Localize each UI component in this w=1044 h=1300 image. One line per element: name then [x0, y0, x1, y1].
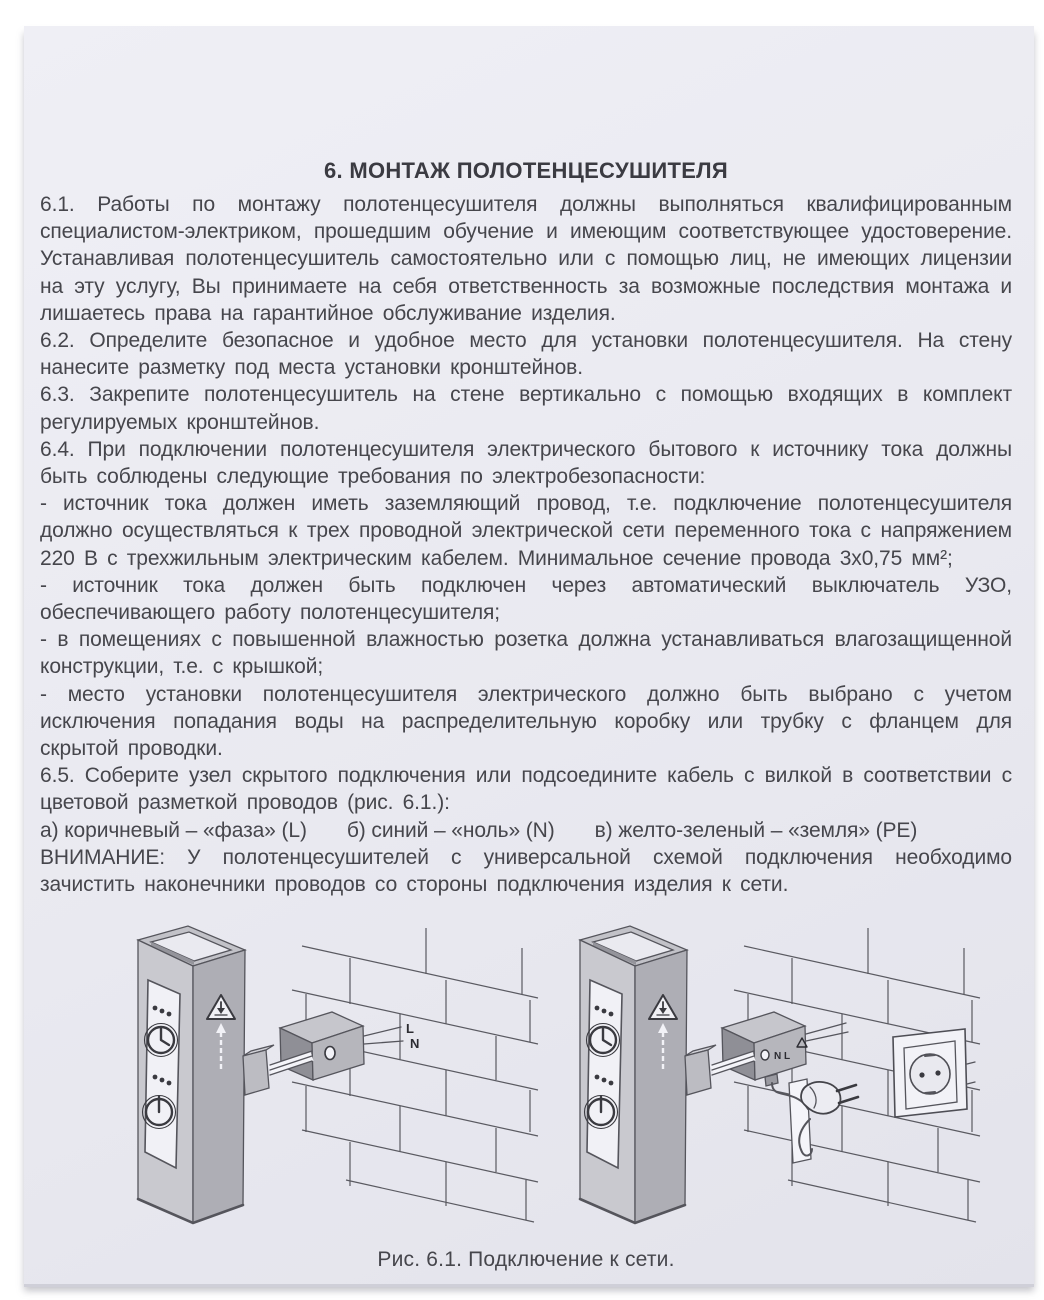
- page-content: [24, 26, 1034, 1272]
- indicator-dot: [167, 1081, 172, 1086]
- junction-box: [280, 1012, 364, 1080]
- attention-note: ВНИМАНИЕ: У полотенцесушителей с универсальной схемой подключения необходимо зачистить наконечники проводов со стороны подключения изделия к сети.: [40, 845, 1012, 897]
- bullet-installation-place: - место установки полотенцесушителя электрического должно быть выбрано с учетом исключения попадания воды на распределительную коробку или трубку с фланцем для скрытой проводки.: [40, 682, 1012, 761]
- paragraph-6-2: 6.2. Определите безопасное и удобное место для установки полотенцесушителя. На стену нанесите разметку под места установки кронштейнов.: [40, 329, 1012, 380]
- bullet-moisture-protected-socket: - в помещениях с повышенной влажностью розетка должна устанавливаться влагозащищенной конструкции, т.е. с крышкой;: [40, 628, 1012, 679]
- indicator-dot: [602, 1009, 607, 1014]
- figure-6-1: [40, 916, 1012, 1248]
- wire-color-earth: в) желто-зеленый – «земля» (PE): [594, 818, 918, 842]
- indicator-dot: [595, 1006, 600, 1011]
- box-opening: [325, 1047, 335, 1060]
- indicator-dot: [167, 1012, 172, 1017]
- figure-caption: Рис. 6.1. Подключение к сети.: [377, 1248, 675, 1272]
- indicator-dot: [602, 1078, 607, 1083]
- control-panel: [143, 980, 181, 1168]
- wire-color-legend: [40, 817, 1012, 844]
- paragraph-6-4: 6.4. При подключении полотенцесушителя электрического бытового к источнику тока должны быть соблюдены следующие требования по электробезопасности:: [40, 437, 1012, 489]
- section-title: 6. МОНТАЖ ПОЛОТЕНЦЕСУШИТЕЛЯ: [323, 158, 729, 183]
- indicator-dot: [153, 1006, 158, 1011]
- label-phase: L: [406, 1021, 414, 1037]
- socket-hole: [935, 1071, 940, 1076]
- indicator-dot: [160, 1078, 165, 1083]
- indicator-dot: [609, 1081, 614, 1086]
- indicator-dot: [153, 1075, 158, 1080]
- bullet-grounding-wire: - источник тока должен иметь заземляющий провод, т.е. подключение полотенцесушителя должно осуществляться к трех проводной электрической сети переменного тока с напряжением 220 В с трехжильным электрическим кабелем. Минимальное сечение провода 3х0,75 мм²;: [40, 492, 1012, 570]
- paragraph-6-1: 6.1. Работы по монтажу полотенцесушителя должны выполняться квалифицированным специалистом-электриком, прошедшим обучение и имеющим соответствующее удостоверение. Устанавливая полотенцесушитель самостоятельно или с помощью лиц, не имеющих лицензии на эту услугу, Вы принимаете на себя ответственность за возможные последствия монтажа и лишаетесь права на гарантийное обслуживание изделия.: [40, 193, 1012, 325]
- paragraph-6-3: 6.3. Закрепите полотенцесушитель на стене вертикально с помощью входящих в комплект регулируемых кронштейнов.: [40, 383, 1012, 434]
- junction-box: [722, 1012, 807, 1086]
- figure-left-hidden-connection: [114, 916, 544, 1248]
- control-panel: [585, 980, 623, 1168]
- wire-color-phase: а) коричневый – «фаза» (L): [40, 818, 307, 842]
- power-plug-icon: [801, 1082, 858, 1114]
- indicator-dot: [160, 1009, 165, 1014]
- indicator-dot: [595, 1075, 600, 1080]
- paragraph-6-5: 6.5. Соберите узел скрытого подключения или подсоедините кабель с вилкой в соответствии с цветовой разметкой проводов (рис. 6.1.):: [40, 764, 1012, 815]
- socket-hole: [919, 1073, 924, 1078]
- wire-leads: [364, 1021, 419, 1051]
- document-page: [24, 26, 1034, 1284]
- bullet-rcd-breaker: - источник тока должен быть подключен через автоматический выключатель УЗО, обеспечивающего работу полотенцесушителя;: [40, 573, 1012, 625]
- box-terminal-label: N L: [774, 1051, 791, 1063]
- wire-color-neutral: б) синий – «ноль» (N): [346, 818, 555, 842]
- label-neutral: N: [410, 1036, 420, 1052]
- figure-right-plug-connection: [556, 916, 986, 1248]
- box-opening: [761, 1050, 769, 1060]
- indicator-dot: [609, 1012, 614, 1017]
- wall-socket-icon: [893, 1029, 975, 1117]
